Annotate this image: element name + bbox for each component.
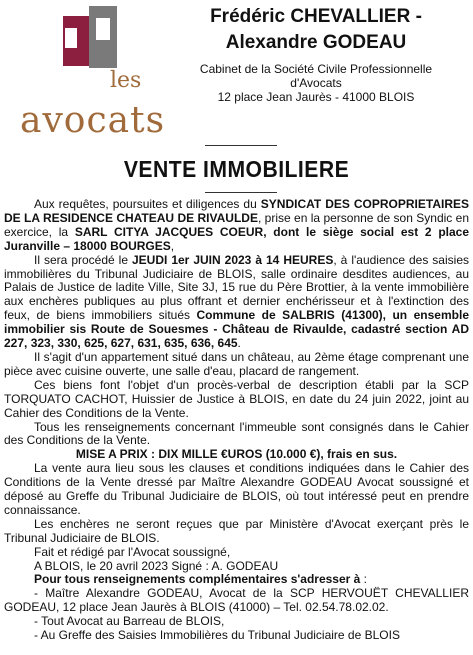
sale-date: JEUDI 1er JUIN 2023 à 14 HEURES	[132, 252, 334, 267]
paragraph-audience: Il sera procédé le JEUDI 1er JUIN 2023 à 14 HEURES, à l'audience des saisies immobilières du Tribunal Judiciaire de BLOIS, salle ordinaire desdites audiences, au Palais de Justice de ladite Ville, Site 3J, 15 rue du Père Brottier, à la vente immobilière aux enchères publiques au plus offrant et dernier enchérisseur et à l'extinction des feux, de biens immobiliers situés Commune de SALBRIS (41300), un ensemble immobilier sis Route de Souesmes - Château de Rivaulde, cadastré section AD 227, 323, 330, 625, 627, 631, 635, 636, 645.	[4, 252, 469, 351]
logo-blocks-icon	[63, 6, 123, 76]
syndicat-name: SYNDICAT DES COPROPRIETAIRES DE LA RESIDENCE CHATEAU DE RIVAULDE	[4, 197, 469, 225]
cabinet-address: 12 place Jean Jaurès - 41000 BLOIS	[217, 90, 415, 104]
paragraph-proces-verbal: Ces biens font l'objet d'un procès-verbal de description établi par la SCP TORQUATO CACHOT, Huissier de Justice à BLOIS, en date du 24 juin 2022, joint au Cahier des Conditions de la Vente.	[4, 377, 469, 420]
paragraph-fait: Fait et rédigé par l'Avocat soussigné,	[34, 544, 231, 559]
paragraph-description: Il s'agit d'un appartement situé dans un château, au 2ème étage comprenant une pièce avec cuisine ouverte, une salle d'eau, placard de rangement.	[4, 349, 469, 378]
paragraph-conditions: La vente aura lieu sous les clauses et conditions indiquées dans le Cahier des Conditions de la Vente dressé par Maître Alexandre GODEAU Avocat soussigné et déposé au Greffe du Tribunal Judiciaire de BLOIS, où tout intéressé peut en prendre connaissance.	[4, 461, 469, 517]
contact-barreau: - Tout Avocat au Barreau de BLOIS,	[34, 614, 225, 629]
syndic-name: SARL CITYA JACQUES COEUR, dont le siège social est 2 place Juranville – 18000 BOURGES	[4, 224, 470, 253]
paragraph-encheres: Les enchères ne seront reçues que par Ministère d'Avocat exerçant près le Tribunal Judiciaire de BLOIS.	[4, 516, 469, 545]
contact-maitre-godeau: - Maître Alexandre GODEAU, Avocat de la SCP HERVOUËT CHEVALLIER GODEAU, 12 place Jean Jaurès à BLOIS (41000) – Tel. 02.54.78.02.02.	[4, 586, 469, 615]
paragraph-signature: A BLOIS, le 20 avril 2023 Signé : A. GODEAU	[34, 558, 279, 573]
les-avocats-logo	[18, 6, 188, 141]
page-title: VENTE IMMOBILIERE	[123, 156, 350, 182]
property-location: Commune de SALBRIS (41300), un ensemble immobilier sis Route de Souesmes - Château de Rivaulde, cadastré section AD 227, 323, 330, 625, 627, 631, 635, 636, 645	[4, 308, 469, 351]
notice-body	[4, 198, 469, 643]
lawyer-name-line1: Frédéric CHEVALLIER -	[210, 6, 422, 27]
paragraph-requetes: Aux requêtes, poursuites et diligences du SYNDICAT DES COPROPRIETAIRES DE LA RESIDENCE CHATEAU DE RIVAULDE, prise en la personne de son Syndic en exercice, la SARL CITYA JACQUES COEUR, dont le siège social est 2 place Juranville – 18000 BOURGES,	[4, 197, 470, 253]
contact-greffe: - Au Greffe des Saisies Immobilières du Tribunal Judiciaire de BLOIS	[34, 628, 400, 643]
cabinet-info	[196, 62, 436, 104]
contact-heading: Pour tous renseignements complémentaires s'adresser à :	[34, 572, 367, 587]
lawyer-names	[196, 4, 436, 56]
lawyer-name-line2: Alexandre GODEAU	[225, 32, 407, 53]
cabinet-line1: Cabinet de la Société Civile Professionnelle	[199, 62, 433, 76]
cabinet-line2: d'Avocats	[290, 76, 342, 90]
title-rule-bottom	[205, 192, 277, 193]
paragraph-renseignements: Tous les renseignements concernant l'immeuble sont consignés dans le Cahier des Conditions de la Vente.	[4, 419, 469, 448]
logo-les-text: les	[110, 68, 142, 93]
logo-avocats-text: avocats	[20, 100, 166, 141]
title-rule-top	[205, 145, 277, 146]
mise-a-prix: MISE A PRIX : DIX MILLE €UROS (10.000 €), frais en sus.	[75, 447, 398, 462]
header	[0, 0, 473, 145]
